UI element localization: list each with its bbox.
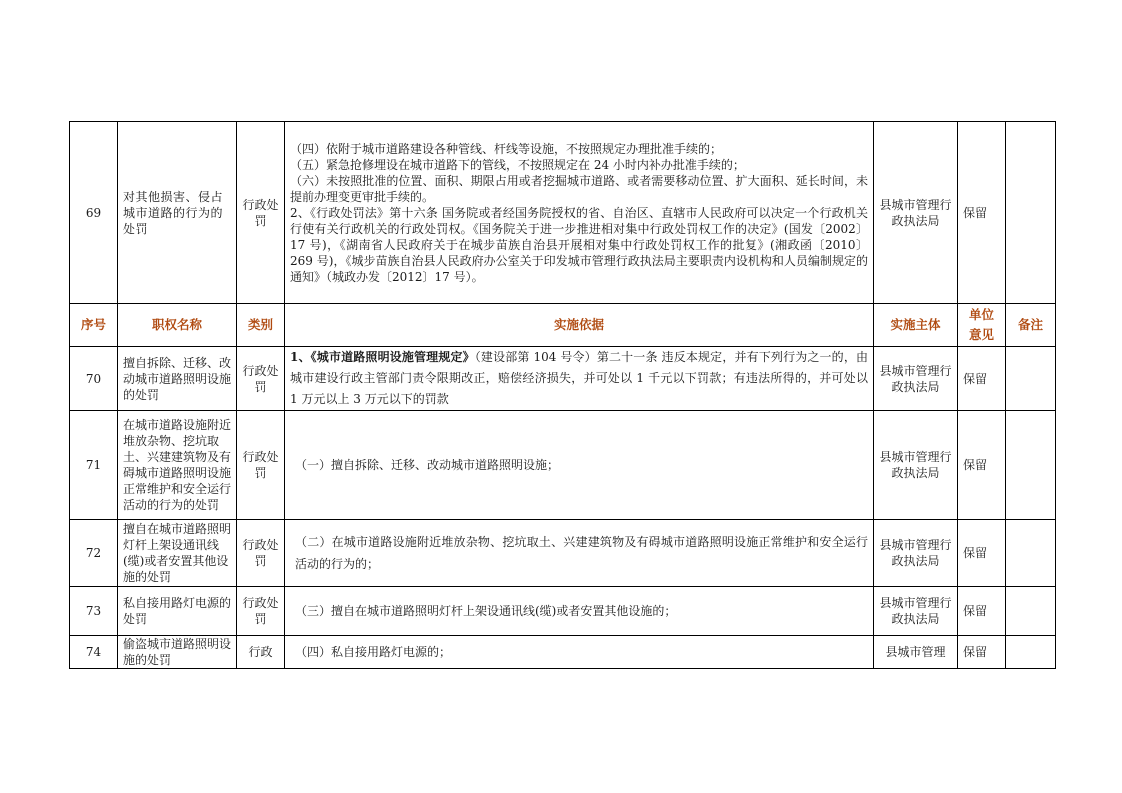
row-number: 74 xyxy=(70,636,118,669)
table-header xyxy=(70,304,1056,347)
remark xyxy=(1006,347,1056,411)
implementation-basis: （二）在城市道路设施附近堆放杂物、挖坑取土、兴建建筑物及有碍城市道路照明设施正常维护和安全运行活动的行为的； xyxy=(285,520,874,587)
authority-name: 偷盗城市道路照明设施的处罚 xyxy=(118,636,237,669)
authority-type: 行政 xyxy=(237,636,285,669)
header-basis: 实施依据 xyxy=(285,304,874,347)
basis-clause: 2、《行政处罚法》第十六条 国务院或者经国务院授权的省、自治区、直辖市人民政府可以决定一个行政机关行使有关行政机关的行政处罚权。《国务院关于进一步推进相对集中行政处罚权工作的决定》(国发〔2002〕17 号)，《湖南省人民政府关于在城步苗族自治县开展相对集中行政处罚权工作的批复》(湘政函〔2010〕269 号)，《城步苗族自治县人民政府办公室关于印发城市管理行政执法局主要职责内设机构和人员编制规定的通知》（城政办发〔2012〕17 号）。 xyxy=(290,205,868,284)
table-row xyxy=(70,636,1056,669)
authority-name-line: 处罚 xyxy=(123,612,148,626)
authority-name: 对其他损害、侵占城市道路的行为的处罚 xyxy=(118,122,237,304)
unit-opinion: 保留 xyxy=(958,636,1006,669)
implementing-agency: 县城市管理行政执法局 xyxy=(874,122,958,304)
authority-type: 行政处罚 xyxy=(237,122,285,304)
unit-opinion: 保留 xyxy=(958,122,1006,304)
table-row xyxy=(70,347,1056,411)
implementation-basis: （一）擅自拆除、迁移、改动城市道路照明设施； xyxy=(285,411,874,520)
row-number: 73 xyxy=(70,587,118,636)
authority-name xyxy=(118,587,237,636)
implementing-agency: 县城市管理行政执法局 xyxy=(874,411,958,520)
table-row xyxy=(70,520,1056,587)
implementing-agency: 县城市管理 xyxy=(874,636,958,669)
unit-opinion: 保留 xyxy=(958,520,1006,587)
remark xyxy=(1006,636,1056,669)
table-row xyxy=(70,411,1056,520)
authority-name: 擅自拆除、迁移、改动城市道路照明设施的处罚 xyxy=(118,347,237,411)
remark xyxy=(1006,122,1056,304)
header-name: 职权名称 xyxy=(118,304,237,347)
authority-type: 行政处罚 xyxy=(237,411,285,520)
authority-name: 擅自在城市道路照明灯杆上架设通讯线(缆)或者安置其他设施的处罚 xyxy=(118,520,237,587)
remark xyxy=(1006,411,1056,520)
row-number: 70 xyxy=(70,347,118,411)
implementation-basis xyxy=(285,122,874,304)
basis-clause: （六）未按照批准的位置、面积、期限占用或者挖掘城市道路、或者需要移动位置、扩大面积、延长时间，未提前办理变更审批手续的。 xyxy=(290,173,868,204)
implementing-agency: 县城市管理行政执法局 xyxy=(874,520,958,587)
table-row xyxy=(70,587,1056,636)
implementation-basis: （三）擅自在城市道路照明灯杆上架设通讯线(缆)或者安置其他设施的； xyxy=(285,587,874,636)
implementation-basis: （四）私自接用路灯电源的； xyxy=(285,636,874,669)
row-number: 69 xyxy=(70,122,118,304)
unit-opinion: 保留 xyxy=(958,411,1006,520)
header-remark: 备注 xyxy=(1006,304,1056,347)
implementing-agency: 县城市管理行政执法局 xyxy=(874,347,958,411)
header-dept: 实施主体 xyxy=(874,304,958,347)
remark xyxy=(1006,520,1056,587)
authority-name: 在城市道路设施附近堆放杂物、挖坑取土、兴建建筑物及有碍城市道路照明设施正常维护和安全运行活动的行为的处罚 xyxy=(118,411,237,520)
unit-opinion: 保留 xyxy=(958,587,1006,636)
authority-type: 行政处罚 xyxy=(237,587,285,636)
row-number: 71 xyxy=(70,411,118,520)
header-type: 类别 xyxy=(237,304,285,347)
remark xyxy=(1006,587,1056,636)
unit-opinion: 保留 xyxy=(958,347,1006,411)
header-no: 序号 xyxy=(70,304,118,347)
implementing-agency: 县城市管理行政执法局 xyxy=(874,587,958,636)
basis-title: 1、《城市道路照明设施管理规定》 xyxy=(290,350,475,364)
basis-text: （建设部第 104 号令）第二十一条 违反本规定，并有下列行为之一的，由城市建设行政主管部门责令限期改正，赔偿经济损失，并可处以 1 千元以下罚款；有违法所得的，并可处以 1 万元以上 3 万元以下的罚款 xyxy=(290,350,868,406)
authority-type: 行政处罚 xyxy=(237,347,285,411)
implementation-basis xyxy=(285,347,874,411)
header-opinion: 单位意见 xyxy=(958,304,1006,347)
authority-table xyxy=(69,121,1056,669)
authority-type: 行政处罚 xyxy=(237,520,285,587)
basis-clause: （五）紧急抢修埋设在城市道路下的管线，不按照规定在 24 小时内补办批准手续的； xyxy=(290,157,745,172)
table-row xyxy=(70,122,1056,304)
authority-name-line: 私自接用路灯电源的 xyxy=(123,596,232,610)
basis-clause: （四）依附于城市道路建设各种管线、杆线等设施，不按照规定办理批准手续的； xyxy=(290,141,723,156)
row-number: 72 xyxy=(70,520,118,587)
